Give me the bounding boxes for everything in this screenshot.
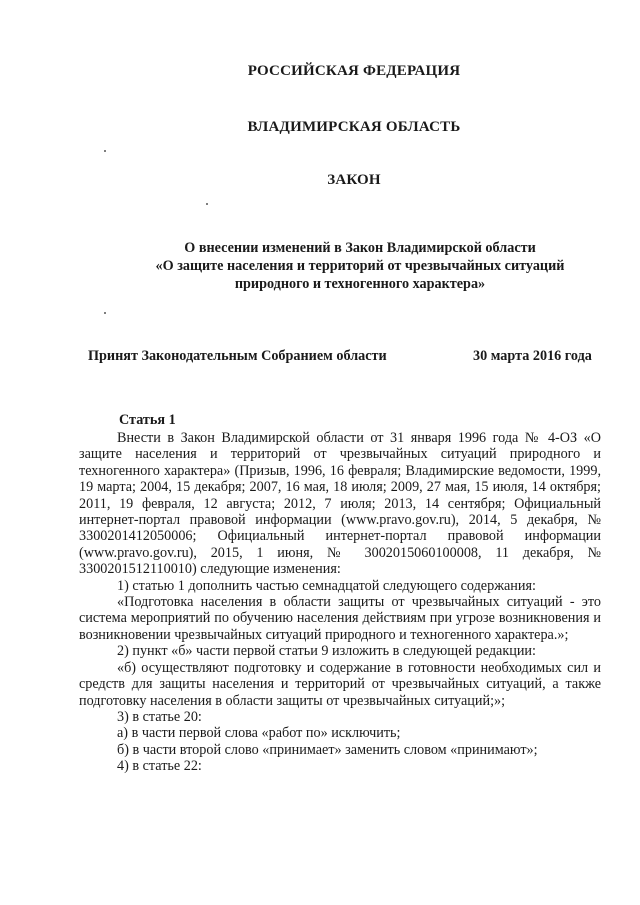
article-paragraph: «Подготовка населения в области защиты от чрезвычайных ситуаций - это система мероприятий по обучению населения действиям при угрозе возникновения и возникновении чрезвычайных ситуаций природного и техногенного характера.»; [79,594,601,643]
article-paragraph: 2) пункт «б» части первой статьи 9 изложить в следующей редакции: [117,643,536,660]
article-paragraph: б) в части второй слово «принимает» заменить словом «принимают»; [117,741,538,758]
header-doc-type: ЗАКОН [327,172,381,188]
header-country: РОССИЙСКАЯ ФЕДЕРАЦИЯ [247,63,461,79]
law-title-line: «О защите населения и территорий от чрезвычайных ситуаций [155,258,565,274]
article-paragraph: 1) статью 1 дополнить частью семнадцатой следующего содержания: [117,577,536,594]
law-title-line: О внесении изменений в Закон Владимирской области [184,240,536,256]
scan-speck [104,312,106,314]
article-body [79,430,601,775]
article-paragraph: 4) в статье 22: [117,758,202,775]
article-paragraph: 3) в статье 20: [117,708,202,725]
article-paragraph: а) в части первой слова «работ по» исключить; [117,725,401,742]
scan-speck [206,203,208,205]
article-paragraph: Внести в Закон Владимирской области от 31 января 1996 года № 4-ОЗ «О защите населения и территорий от чрезвычайных ситуаций природного и техногенного характера» (Призыв, 1996, 16 февраля; Владимирские ведомости, 1999, 19 марта; 2004, 15 декабря; 2007, 16 мая, 18 июля; 2009, 27 мая, 15 июля, 14 октября; 2011, 19 февраля, 12 августа; 2012, 7 июля; 2013, 14 сентября; Официальный интернет-портал правовой информации (www.pravo.gov.ru), 2014, 5 декабря, № 3300201412050006; Официальный интернет-портал правовой информации (www.pravo.gov.ru), 2015, 1 июня, № 3002015060100008, 11 декабря, № 3300201512110010) следующие изменения: [79,430,601,578]
scan-speck [104,150,106,152]
article-heading: Статья 1 [119,412,176,428]
adopted-by: Принят Законодательным Собранием области [88,348,387,364]
law-title-line: природного и техногенного характера» [234,276,486,292]
header-region: ВЛАДИМИРСКАЯ ОБЛАСТЬ [247,119,461,135]
law-title [130,239,590,293]
article-paragraph: «б) осуществляют подготовку и содержание в готовности необходимых сил и средств для защиты населения и территорий от чрезвычайных ситуаций, а также подготовку населения в области защиты от чрезвычайных ситуаций;»; [79,659,601,709]
adoption-date: 30 марта 2016 года [473,348,592,364]
